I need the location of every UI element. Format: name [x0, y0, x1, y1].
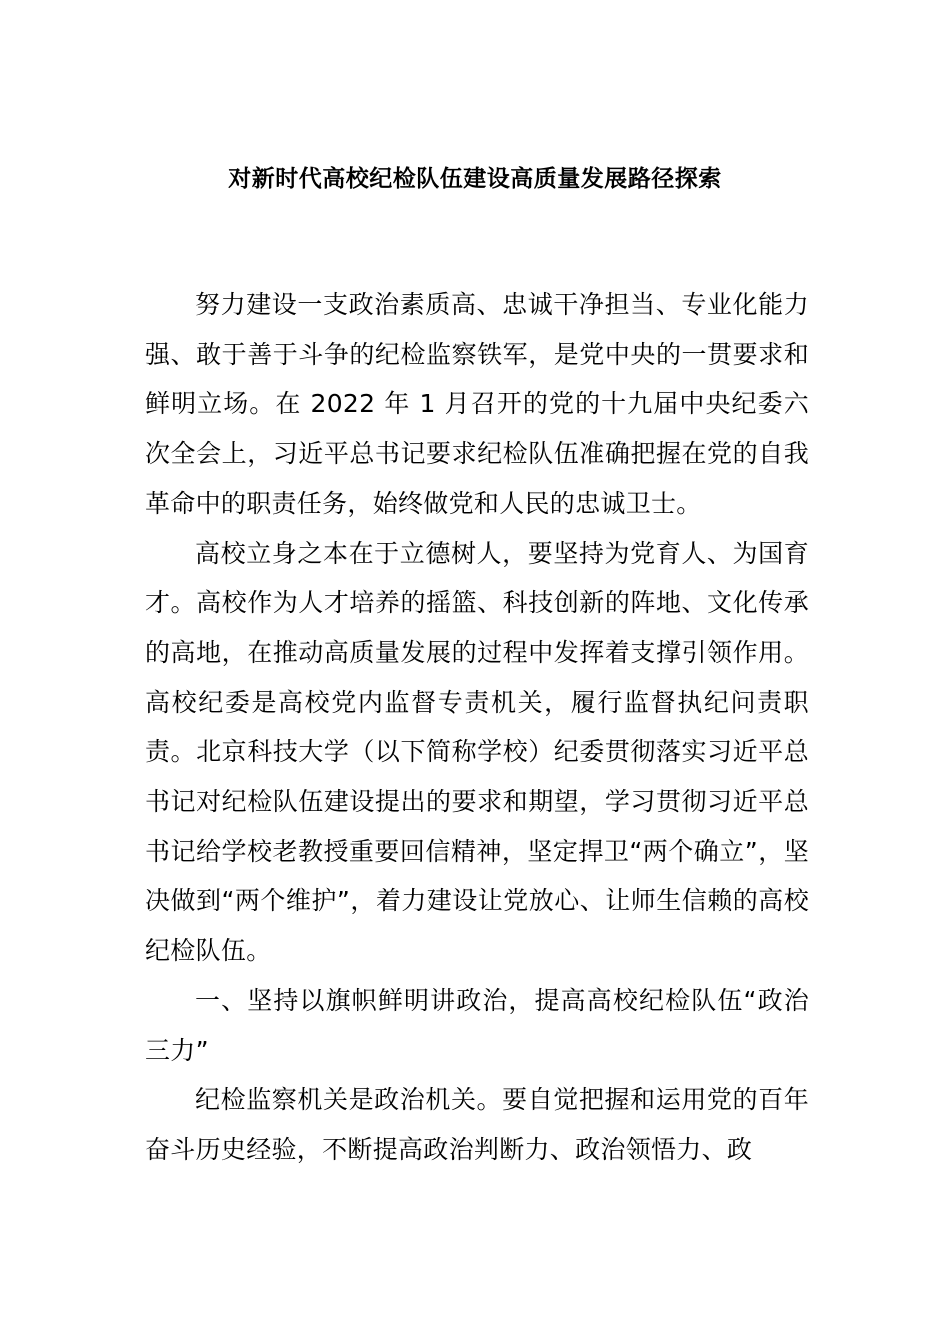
- document-title: 对新时代高校纪检队伍建设高质量发展路径探索: [228, 166, 722, 192]
- paragraph-intro: 努力建设一支政治素质高、忠诚干净担当、专业化能力强、敢于善于斗争的纪检监察铁军，是党中央的一贯要求和鲜明立场。在 2022 年 1 月召开的党的十九届中央纪委六次全会上，习近平总书记要求纪检队伍准确把握在党的自我革命中的职责任务，始终做党和人民的忠诚卫士。: [145, 290, 809, 518]
- paragraph-section-1: 纪检监察机关是政治机关。要自觉把握和运用党的百年奋斗历史经验，不断提高政治判断力、政治领悟力、政: [145, 1085, 809, 1164]
- section-heading-1: 一、坚持以旗帜鲜明讲政治，提高高校纪检队伍“政治三力”: [145, 985, 809, 1065]
- paragraph-university-background: 高校立身之本在于立德树人，要坚持为党育人、为国育才。高校作为人才培养的摇篮、科技创新的阵地、文化传承的高地，在推动高质量发展的过程中发挥着支撑引领作用。高校纪委是高校党内监督专责机关，履行监督执纪问责职责。北京科技大学（以下简称学校）纪委贯彻落实习近平总书记对纪检队伍建设提出的要求和期望，学习贯彻习近平总书记给学校老教授重要回信精神，坚定捍卫“两个确立”，坚决做到“两个维护”，着力建设让党放心、让师生信赖的高校纪检队伍。: [145, 538, 809, 966]
- document-body: [145, 280, 809, 1175]
